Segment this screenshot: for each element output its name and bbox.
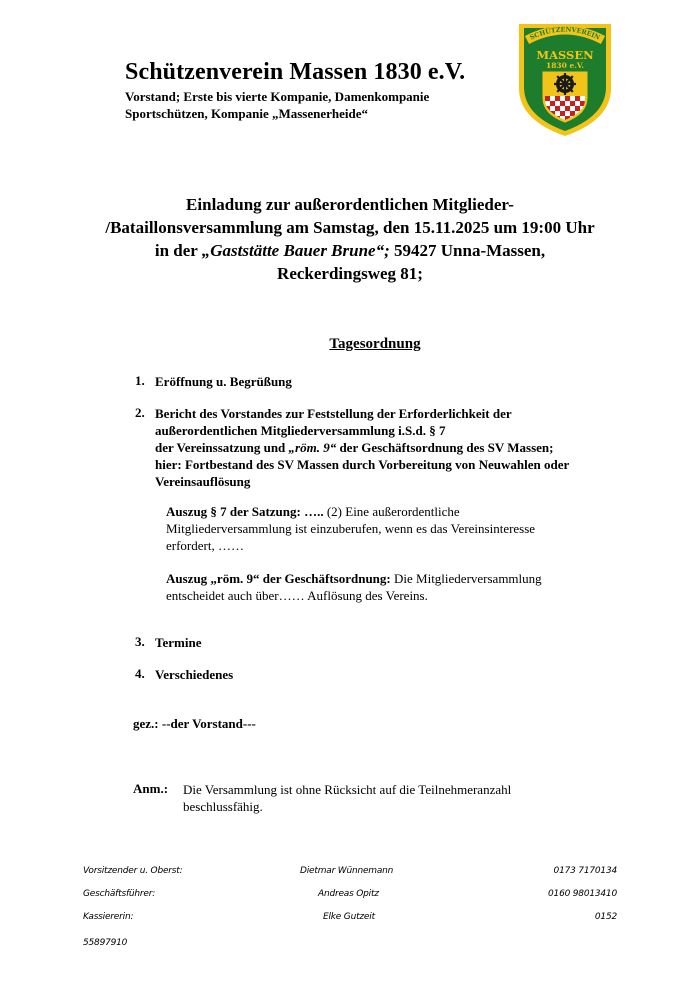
agenda-item-number: 3.	[135, 634, 145, 649]
footer-name: Andreas Opitz	[318, 889, 379, 899]
footer-name: Dietmar Wünnemann	[300, 866, 394, 876]
logo-banner-text: SCHÜTZENVEREIN	[528, 25, 602, 42]
organization-name: Schützenverein Massen 1830 e.V.	[125, 59, 466, 85]
agenda-item-number: 2.	[135, 405, 145, 420]
mill-wheel-icon	[554, 73, 576, 95]
statute-excerpt: Auszug § 7 der Satzung: ….. (2) Eine außerordentliche Mitgliederversammlung ist einzuberufen, wenn es das Vereinsinteresse erfordert, ……	[166, 504, 536, 553]
footer-role: Geschäftsführer:	[83, 889, 156, 899]
agenda-item-number: 1.	[135, 373, 145, 388]
agenda-item-number: 4.	[135, 666, 145, 681]
club-crest-logo	[515, 16, 615, 138]
logo-year-text: 1830 e.V.	[546, 61, 584, 70]
invitation-line-4: Reckerdingsweg 81;	[277, 264, 423, 283]
footer-phone-continuation: 55897910	[83, 938, 128, 948]
invitation-line-2: /Bataillonsversammlung am Samstag, den 15.11.2025 um 19:00 Uhr	[105, 218, 595, 237]
agenda-item-3-text: Termine	[155, 635, 202, 650]
invitation-line-3: in der „Gaststätte Bauer Brune“; 59427 Unna-Massen,	[154, 241, 546, 260]
rules-excerpt: Auszug „röm. 9“ der Geschäftsordnung: Die Mitgliederversammlung entscheidet auch über…… Auflösung des Vereins.	[166, 571, 542, 603]
logo-name-text: MASSEN	[536, 48, 594, 62]
footer-phone: 0160 98013410	[548, 889, 617, 899]
agenda-item-2-text: Bericht des Vorstandes zur Feststellung der Erforderlichkeit der außerordentlichen Mitgliederversammlung i.S.d. § 7 der Vereinssatzung und „röm. 9“ der Geschäftsordnung des SV Massen; hier: Fortbestand des SV Massen durch Vorbereitung von Neuwahlen oder Vereinsauflösung	[155, 406, 570, 489]
footer-role: Vorsitzender u. Oberst:	[83, 866, 183, 876]
footer-name: Elke Gutzeit	[323, 912, 375, 922]
footer-phone: 0173 7170134	[553, 866, 617, 876]
signature-line: gez.: --der Vorstand---	[133, 716, 256, 731]
footer-role: Kassiererin:	[83, 912, 134, 922]
venue-name: „Gaststätte Bauer Brune“;	[201, 241, 390, 260]
agenda-item-1-text: Eröffnung u. Begrüßung	[155, 374, 292, 389]
organization-subtitle-line-1: Vorstand; Erste bis vierte Kompanie, Damenkompanie	[125, 89, 430, 104]
invitation-title	[0, 193, 700, 285]
note-text: Die Versammlung ist ohne Rücksicht auf die Teilnehmeranzahl beschlussfähig.	[183, 782, 512, 814]
agenda-heading: Tagesordnung	[329, 336, 421, 352]
invitation-line-1: Einladung zur außerordentlichen Mitglieder-	[186, 195, 514, 214]
agenda-item-4-text: Verschiedenes	[155, 667, 234, 682]
note-label: Anm.:	[133, 781, 169, 796]
footer-phone: 0152	[594, 912, 617, 922]
organization-subtitle-line-2: Sportschützen, Kompanie „Massenerheide“	[125, 106, 369, 121]
